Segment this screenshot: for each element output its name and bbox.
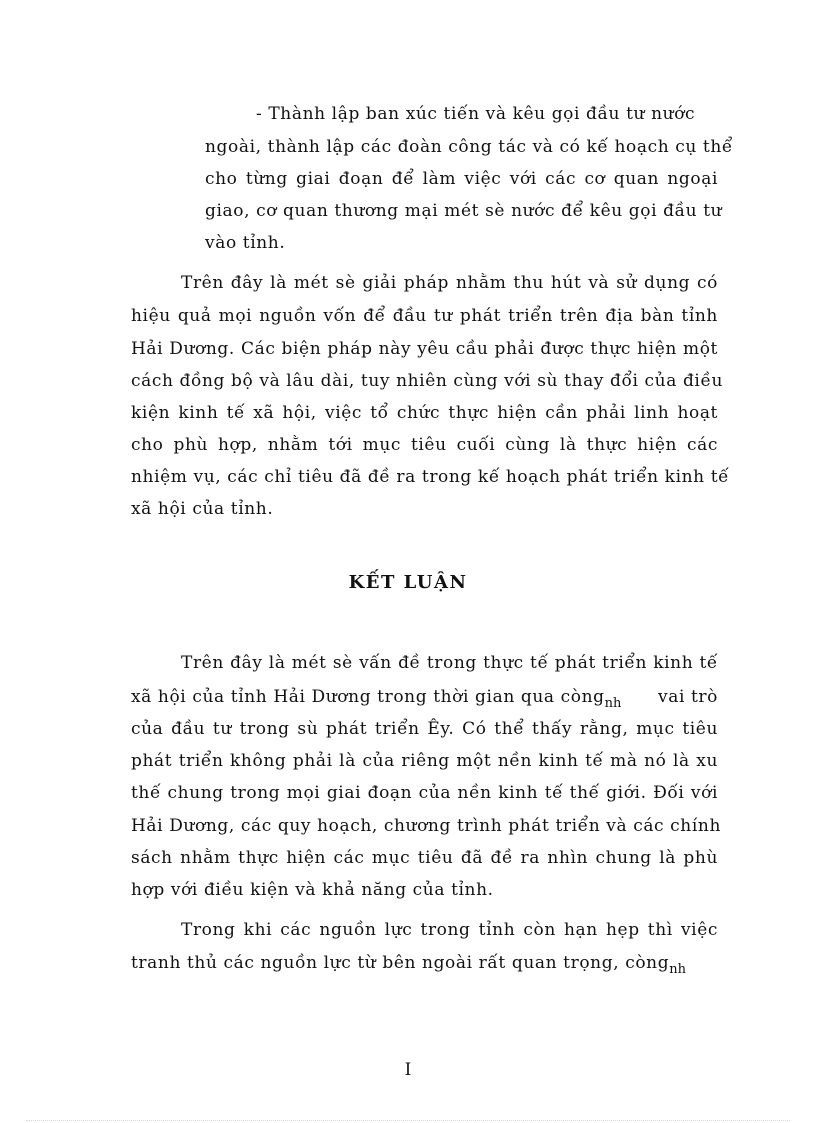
bullet-line-1: - Thành lập ban xúc tiến và kêu gọi đầu tư nước <box>256 104 696 124</box>
bullet-line-5: vào tỉnh. <box>205 233 286 253</box>
section-heading: KẾT LUẬN <box>348 572 468 593</box>
conclusion1-line-8: hợp với điều kiện và khả năng của tỉnh. <box>131 880 494 900</box>
conclusion1-line-2-text: xã hội của tỉnh Hải Dương trong thời gian qua còng <box>131 687 605 707</box>
paragraph1-line-6: cho phù hợp, nhằm tới mục tiêu cuối cùng là thực hiện các <box>131 435 718 455</box>
paragraph1-line-5: kiện kinh tế xã hội, việc tổ chức thực hiện cần phải linh hoạt <box>131 403 718 423</box>
page-number: I <box>404 1060 412 1080</box>
conclusion2-line-2 <box>131 952 686 976</box>
conclusion1-line-1: Trên đây là mét sè vấn đề trong thực tế phát triển kinh tế <box>181 653 718 673</box>
page-bottom-rule <box>26 1120 790 1121</box>
conclusion2-line-2-sub: nh <box>669 962 686 977</box>
conclusion1-line-2-sub: nh <box>604 696 622 711</box>
paragraph1-line-4: cách đồng bộ và lâu dài, tuy nhiên cùng với sù thay đổi của điều <box>131 371 724 391</box>
paragraph1-line-1: Trên đây là mét sè giải pháp nhằm thu hút và sử dụng có <box>181 273 718 293</box>
paragraph1-line-2: hiệu quả mọi nguồn vốn để đầu tư phát triển trên địa bàn tỉnh <box>131 306 718 326</box>
conclusion2-line-2-text: tranh thủ các nguồn lực từ bên ngoài rất quan trọng, còng <box>131 953 670 973</box>
bullet-line-2: ngoài, thành lập các đoàn công tác và có kế hoạch cụ thể <box>205 137 733 157</box>
conclusion1-line-2-end: vai trò <box>658 687 718 707</box>
conclusion1-line-5: thế chung trong mọi giai đoạn của nền kinh tế thế giới. Đối với <box>131 783 718 803</box>
conclusion1-line-7: sách nhằm thực hiện các mục tiêu đã đề ra nhìn chung là phù <box>131 848 718 868</box>
bullet-line-4: giao, cơ quan thương mại mét sè nước để kêu gọi đầu tư <box>205 201 723 221</box>
conclusion2-line-1: Trong khi các nguồn lực trong tỉnh còn hạn hẹp thì việc <box>181 920 718 940</box>
conclusion1-line-6: Hải Dương, các quy hoạch, chương trình phát triển và các chính <box>131 816 721 836</box>
paragraph1-line-7: nhiệm vụ, các chỉ tiêu đã đề ra trong kế hoạch phát triển kinh tế <box>131 467 730 487</box>
paragraph1-line-8: xã hội của tỉnh. <box>131 499 274 519</box>
conclusion1-line-2 <box>131 686 718 710</box>
conclusion1-line-4: phát triển không phải là của riêng một nền kinh tế mà nó là xu <box>131 751 718 771</box>
conclusion1-line-3: của đầu tư trong sù phát triển Êy. Có thể thấy rằng, mục tiêu <box>131 719 718 739</box>
bullet-line-3: cho từng giai đoạn để làm việc với các cơ quan ngoại <box>205 169 718 189</box>
paragraph1-line-3: Hải Dương. Các biện pháp này yêu cầu phải được thực hiện một <box>131 339 718 359</box>
